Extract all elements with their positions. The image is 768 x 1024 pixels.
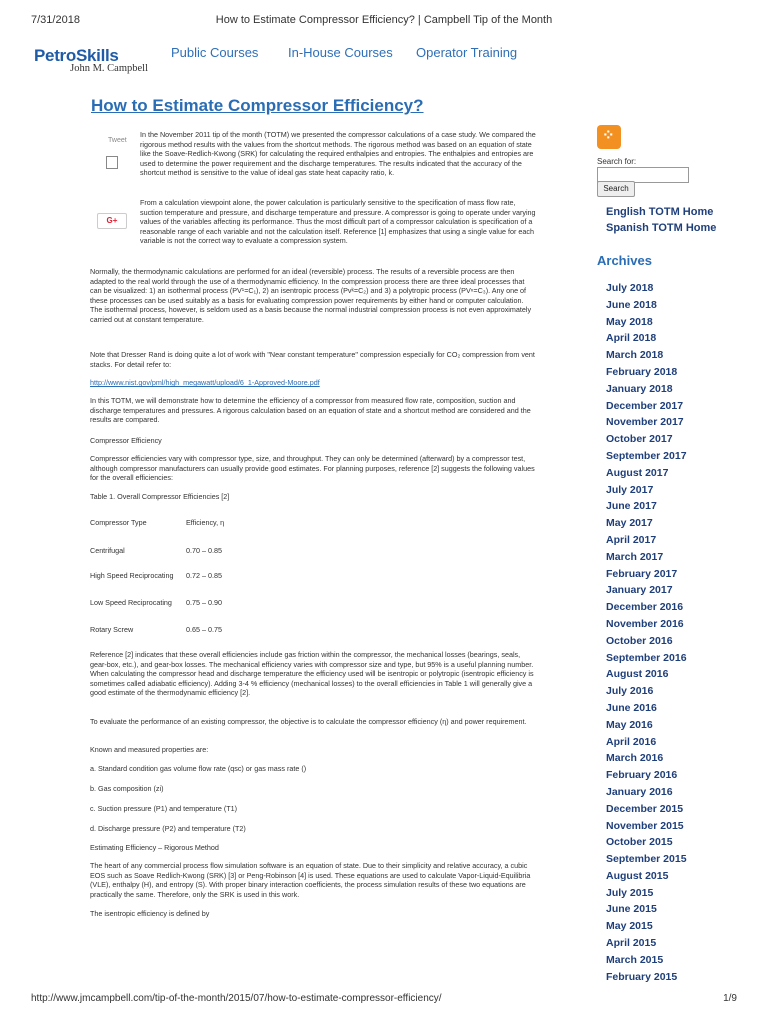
archive-link[interactable]: April 2017: [606, 533, 657, 546]
archive-link[interactable]: March 2017: [606, 550, 664, 563]
table-cell-type: Centrifugal: [90, 546, 125, 555]
table-cell-type: Rotary Screw: [90, 625, 134, 634]
search-label: Search for:: [597, 157, 637, 166]
archive-link[interactable]: March 2018: [606, 349, 664, 362]
paragraph-7: Reference [2] indicates that these overall efficiencies include gas friction within the compressor, the mechanical losses (bearings, seals, gear-box, etc.), and gear-box losses. The mechanical efficiency varies with compressor size and type, but 95% is a useful planning number. When calculating the compressor head and discharge temperature the efficiency used will be isentropic or polytropic (isentropic efficiency is sometimes called adiabatic efficiency). Adding 3-4 % efficiency (mechanical losses) to the overall efficiencies in Table 1 will generally give a good estimate of the thermodynamic efficiency [2].: [90, 650, 534, 698]
paragraph-11: The isentropic efficiency is defined by: [90, 909, 210, 918]
nav-in-house-courses[interactable]: In-House Courses: [288, 45, 393, 60]
table-header-eff: Efficiency, η: [186, 518, 225, 527]
archive-link[interactable]: June 2015: [606, 903, 657, 916]
archive-link[interactable]: September 2015: [606, 853, 687, 866]
print-title: How to Estimate Compressor Efficiency? | Campbell Tip of the Month: [215, 14, 553, 26]
archive-link[interactable]: July 2016: [606, 685, 654, 698]
table-header-type: Compressor Type: [90, 518, 147, 527]
archive-link[interactable]: September 2017: [606, 449, 687, 462]
archive-link[interactable]: February 2018: [606, 365, 678, 378]
print-url: http://www.jmcampbell.com/tip-of-the-month/2015/07/how-to-estimate-compressor-efficiency/: [31, 993, 442, 1004]
archive-link[interactable]: July 2017: [606, 483, 654, 496]
print-date: 7/31/2018: [31, 14, 80, 26]
logo-sub: John M. Campbell: [70, 63, 148, 74]
known-item-b: b. Gas composition (zi): [90, 784, 164, 793]
table-caption: Table 1. Overall Compressor Efficiencies [2]: [90, 492, 230, 501]
archive-link[interactable]: June 2018: [606, 298, 657, 311]
archive-link[interactable]: October 2015: [606, 836, 673, 849]
archives-list: [606, 282, 687, 987]
paragraph-9: Known and measured properties are:: [90, 745, 209, 754]
archive-link[interactable]: May 2017: [606, 517, 653, 530]
archive-link[interactable]: April 2016: [606, 735, 657, 748]
known-item-d: d. Discharge pressure (P2) and temperature (T2): [90, 824, 246, 833]
archive-link[interactable]: November 2015: [606, 819, 684, 832]
archive-link[interactable]: October 2016: [606, 634, 673, 647]
table-cell-type: Low Speed Reciprocating: [90, 598, 172, 607]
heading-rigorous-method: Estimating Efficiency – Rigorous Method: [90, 843, 219, 852]
table-cell-eff: 0.65 – 0.75: [186, 625, 222, 634]
archive-link[interactable]: May 2015: [606, 920, 653, 933]
reference-link[interactable]: http://www.nist.gov/pml/high_megawatt/upload/6_1-Approved-Moore.pdf: [90, 378, 320, 387]
heading-compressor-efficiency: Compressor Efficiency: [90, 436, 162, 445]
paragraph-3: Normally, the thermodynamic calculations are performed for an ideal (reversible) process. The results of a reversible process are then adapted to the real world through the use of a thermodynamic efficiency. In the compression process there are three ideal processes that can be visualized: 1) an isothermal process (PV¹=C₁), 2) an isentropic process (Pvᵏ=C₂) and 3) a polytropic process (PVⁿ=C₃). Any one of these processes can be used suitably as a basis for evaluating compression power requirements by either hand or computer calculation. The isothermal process, however, is seldom used as a basis because the normal industrial compression process is not even approximately carried out at constant temperature.: [90, 267, 532, 324]
table-row: [90, 625, 222, 634]
nav-operator-training[interactable]: Operator Training: [416, 45, 518, 60]
table-cell-type: High Speed Reciprocating: [90, 571, 174, 580]
archive-link[interactable]: August 2016: [606, 668, 669, 681]
archive-link[interactable]: June 2017: [606, 500, 657, 513]
table-row: [90, 598, 222, 607]
paragraph-1: In the November 2011 tip of the month (TOTM) we presented the compressor calculations of a case study. We compared the rigorous method results with the values from the shortcut methods. The rigorous method was based on an equation of state like the Soave-Redlich-Kwong (SRK) for calculating the required enthalpies and entropies. The enthalpies and entropies are used to determine the power requirement and the discharge temperatures. The results indicated that the accuracy of the shortcut method is sensitive to the value of ideal gas state heat capacity ratio, k.: [140, 130, 536, 178]
archive-link[interactable]: April 2015: [606, 937, 657, 950]
table-header-row: [90, 518, 225, 527]
logo-brand: PetroSkills: [34, 46, 119, 65]
petroskills-logo[interactable]: [34, 46, 152, 74]
known-item-c: c. Suction pressure (P1) and temperature (T1): [90, 804, 238, 813]
spanish-totm-home-link[interactable]: Spanish TOTM Home: [606, 222, 717, 234]
google-plus-button[interactable]: G+: [97, 213, 127, 229]
archive-link[interactable]: August 2015: [606, 869, 669, 882]
archive-link[interactable]: December 2016: [606, 601, 684, 614]
archive-link[interactable]: May 2016: [606, 718, 653, 731]
english-totm-home-link[interactable]: English TOTM Home: [606, 206, 714, 218]
archive-link[interactable]: April 2018: [606, 332, 657, 345]
known-item-a: a. Standard condition gas volume flow rate (qsc) or gas mass rate (): [90, 764, 307, 773]
table-cell-eff: 0.75 – 0.90: [186, 598, 222, 607]
archive-link[interactable]: July 2018: [606, 282, 654, 294]
paragraph-6: Compressor efficiencies vary with compressor type, size, and throughput. They can only be determined (afterward) by a compressor test, although compressor manufacturers can usually provide good estimates. For planning purposes, reference [2] suggests the following values for the overall efficiencies:: [90, 454, 535, 483]
table-cell-eff: 0.70 – 0.85: [186, 546, 222, 555]
table-row: [90, 546, 222, 555]
tweet-button[interactable]: Tweet: [108, 137, 127, 144]
archive-link[interactable]: February 2016: [606, 769, 678, 782]
archive-link[interactable]: December 2017: [606, 399, 684, 412]
paragraph-8: To evaluate the performance of an existing compressor, the objective is to calculate the compressor efficiency (η) and power requirement.: [90, 717, 527, 726]
table-cell-eff: 0.72 – 0.85: [186, 571, 222, 580]
archive-link[interactable]: October 2017: [606, 433, 673, 446]
archive-link[interactable]: February 2015: [606, 970, 678, 983]
paragraph-5: In this TOTM, we will demonstrate how to determine the efficiency of a compressor from measured flow rate, composition, suction and discharge temperatures and pressures. A rigorous calculation based on an equation of state and a shortcut method are considered and the results are compared.: [90, 396, 531, 425]
archive-link[interactable]: September 2016: [606, 651, 687, 664]
archive-link[interactable]: January 2016: [606, 785, 673, 798]
print-page-number: 1/9: [723, 993, 737, 1004]
paragraph-2: From a calculation viewpoint alone, the power calculation is particularly sensitive to the specification of mass flow rate, suction temperature and pressure, and discharge temperature and pressure. A compressor is going to operate under varying values of the variables affecting its performance. Thus the most difficult part of a compressor calculation is specification of a reasonable range of each variable and not the calculation itself. Reference [1] emphasizes that using a single value for each variable is not the correct way to evaluate a compression system.: [140, 198, 536, 246]
archive-link[interactable]: March 2016: [606, 752, 664, 765]
article-title[interactable]: How to Estimate Compressor Efficiency?: [91, 96, 424, 115]
search-button[interactable]: Search: [597, 181, 635, 197]
table-row: [90, 571, 222, 580]
archive-link[interactable]: November 2016: [606, 617, 684, 630]
archive-link[interactable]: February 2017: [606, 567, 678, 580]
archive-link[interactable]: March 2015: [606, 953, 664, 966]
archives-heading: Archives: [597, 253, 652, 268]
archive-link[interactable]: July 2015: [606, 886, 654, 899]
archive-link[interactable]: May 2018: [606, 315, 653, 328]
nav-public-courses[interactable]: Public Courses: [171, 45, 259, 60]
archive-link[interactable]: December 2015: [606, 802, 684, 815]
paragraph-10: The heart of any commercial process flow simulation software is an equation of state. Due to their simplicity and relative accuracy, a cubic EOS such as Soave Redlich-Kwong (SRK) [3] or Peng-Robinson [4] is used. These equations are used to calculate Vapor-Liquid-Equilibria (VLE), enthalpy (H), and entropy (S). With proper binary interaction coefficients, the process simulation results of these two equations are practically the same. Therefore, only the SRK is used in this work.: [90, 861, 531, 899]
archive-link[interactable]: August 2017: [606, 466, 669, 479]
archive-link[interactable]: January 2017: [606, 584, 673, 597]
archive-link[interactable]: November 2017: [606, 416, 684, 429]
archive-link[interactable]: June 2016: [606, 701, 657, 714]
paragraph-4: Note that Dresser Rand is doing quite a lot of work with "Near constant temperature" compression especially for CO₂ compression from vent stacks. For detail refer to:: [90, 350, 535, 369]
archive-link[interactable]: January 2018: [606, 382, 673, 395]
rss-icon[interactable]: ⁘: [597, 125, 621, 149]
